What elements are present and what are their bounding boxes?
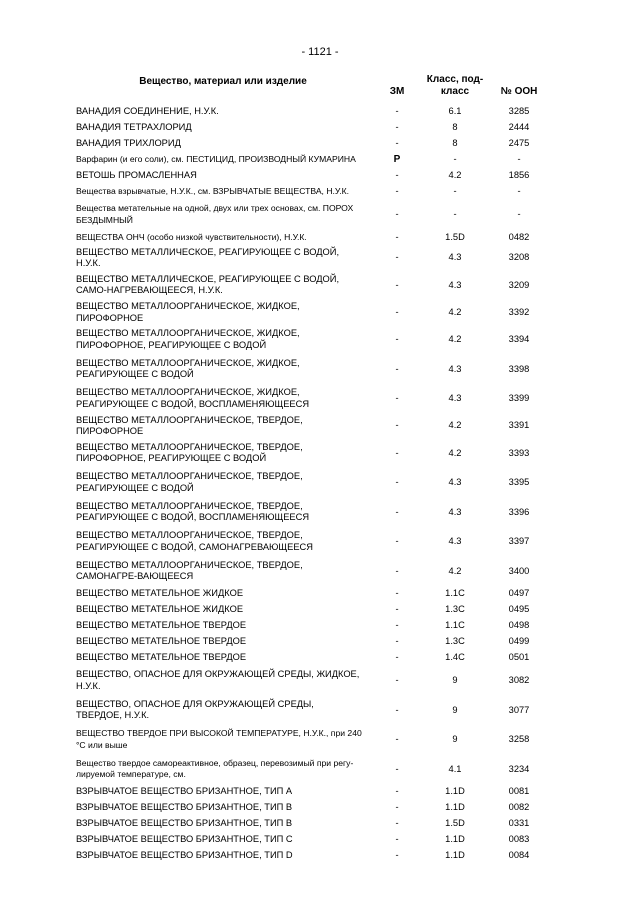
header-un-number: № ООН <box>500 86 538 97</box>
cell-name: ВЕЩЕСТВО МЕТАЛЛИЧЕСКОЕ, РЕАГИРУЮЩЕЕ С ВОДОЙ, САМО-НАГРЕВАЮЩЕЕСЯ, Н.У.К. <box>76 273 340 296</box>
cell-name: ВЕЩЕСТВО МЕТАЛЛООРГАНИЧЕСКОЕ, ЖИДКОЕ, РЕАГИРУЮЩЕЕ С ВОДОЙ, ВОСПЛАМЕНЯЮЩЕЕСЯ <box>76 387 310 409</box>
table-row <box>76 152 552 168</box>
cell-zm: - <box>395 652 399 663</box>
cell-un-number: 1856 <box>508 170 530 181</box>
cell-zm: - <box>395 818 399 829</box>
cell-name: ВЕЩЕСТВО, ОПАСНОЕ ДЛЯ ОКРУЖАЮЩЕЙ СРЕДЫ, ТВЕРДОЕ, Н.У.К. <box>76 698 314 721</box>
cell-class: 4.2 <box>448 447 462 458</box>
table-row <box>76 666 552 696</box>
cell-name: ВЕЩЕСТВО МЕТАЛЛООРГАНИЧЕСКОЕ, ТВЕРДОЕ, САМОНАГРЕ-ВАЮЩЕЕСЯ <box>76 559 303 582</box>
cell-un-number: 3397 <box>508 536 530 546</box>
cell-un-number: 0497 <box>508 588 530 599</box>
cell-name: ВЗРЫВЧАТОЕ ВЕЩЕСТВО БРИЗАНТНОЕ, ТИП C <box>76 834 293 845</box>
cell-name: Вещества взрывчатые, Н.У.К., см. ВЗРЫВЧАТЫЕ ВЕЩЕСТВА, Н.У.К. <box>76 186 350 197</box>
cell-zm: - <box>395 306 399 317</box>
table-row <box>76 120 552 136</box>
cell-un-number: 3077 <box>508 704 530 715</box>
cell-name: ВЕЩЕСТВО МЕТАТЕЛЬНОЕ ТВЕРДОЕ <box>76 636 247 647</box>
table-row <box>76 325 552 355</box>
cell-name: ВАНАДИЯ ТЕТРАХЛОРИД <box>76 122 192 133</box>
table-row <box>76 168 552 184</box>
table-row <box>76 384 552 414</box>
table-row <box>76 300 552 325</box>
table-row <box>76 414 552 439</box>
cell-un-number: 2475 <box>508 138 530 149</box>
table-row <box>76 832 552 848</box>
cell-un-number: 3394 <box>508 334 530 344</box>
cell-class: 9 <box>452 734 458 744</box>
cell-class: 4.3 <box>448 506 462 517</box>
cell-class: 9 <box>452 704 458 715</box>
cell-class: 4.3 <box>448 279 462 290</box>
cell-un-number: 3234 <box>508 763 530 774</box>
cell-class: 4.3 <box>448 536 462 546</box>
cell-name: ВЕЩЕСТВО МЕТАЛЛООРГАНИЧЕСКОЕ, ЖИДКОЕ, РЕАГИРУЮЩЕЕ С ВОДОЙ <box>76 357 300 380</box>
table-row <box>76 755 552 785</box>
cell-zm: - <box>395 279 399 290</box>
cell-zm: - <box>395 802 399 813</box>
table-row <box>76 104 552 120</box>
cell-class: 4.3 <box>448 363 462 374</box>
cell-un-number: 3392 <box>508 306 530 317</box>
cell-zm: - <box>395 447 399 458</box>
cell-class: 4.2 <box>448 306 462 317</box>
cell-un-number: 2444 <box>508 122 530 133</box>
cell-name: ВЕЩЕСТВО МЕТАЛЛООРГАНИЧЕСКОЕ, ТВЕРДОЕ, РЕАГИРУЮЩЕЕ С ВОДОЙ, САМОНАГРЕВАЮЩЕЕСЯ <box>76 530 313 552</box>
cell-name: Варфарин (и его соли), см. ПЕСТИЦИД, ПРОИЗВОДНЫЙ КУМАРИНА <box>76 154 356 165</box>
table-row <box>76 439 552 469</box>
cell-name: Вещества метательные на одной, двух или трех основах, см. ПОРОХ БЕЗДЫМНЫЙ <box>76 203 354 225</box>
table-row <box>76 586 552 602</box>
table-row <box>76 468 552 498</box>
cell-zm: - <box>395 588 399 599</box>
cell-name: ВЕЩЕСТВО МЕТАЛЛООРГАНИЧЕСКОЕ, ЖИДКОЕ, ПИРОФОРНОЕ <box>76 301 300 323</box>
header-zm: ЗМ <box>389 86 405 97</box>
cell-class: 1.1D <box>445 834 465 845</box>
cell-un-number: - <box>517 154 521 165</box>
cell-class: 4.3 <box>448 393 462 403</box>
cell-zm: - <box>395 477 399 487</box>
table-row <box>76 725 552 755</box>
cell-class: 1.1D <box>445 786 465 797</box>
cell-un-number: 3258 <box>508 734 530 744</box>
cell-name: ВЗРЫВЧАТОЕ ВЕЩЕСТВО БРИЗАНТНОЕ, ТИП B <box>76 818 293 829</box>
cell-un-number: 3082 <box>508 675 530 685</box>
table-row <box>76 650 552 666</box>
cell-un-number: 3208 <box>508 252 530 263</box>
cell-name: ВЕЩЕСТВО МЕТАЛЛООРГАНИЧЕСКОЕ, ТВЕРДОЕ, РЕАГИРУЮЩЕЕ С ВОДОЙ <box>76 471 303 493</box>
cell-name: ВЕЩЕСТВО МЕТАТЕЛЬНОЕ ТВЕРДОЕ <box>76 652 247 663</box>
cell-un-number: 0501 <box>508 652 530 663</box>
table-row <box>76 634 552 650</box>
cell-un-number: 3393 <box>508 447 530 458</box>
cell-un-number: 0499 <box>508 636 530 647</box>
cell-zm: - <box>395 565 399 576</box>
table-row <box>76 136 552 152</box>
cell-zm: - <box>395 186 399 197</box>
cell-zm: - <box>395 763 399 774</box>
cell-class: 4.1 <box>448 763 462 774</box>
table-row <box>76 557 552 587</box>
cell-zm: P <box>393 154 401 166</box>
cell-name: ВЗРЫВЧАТОЕ ВЕЩЕСТВО БРИЗАНТНОЕ, ТИП A <box>76 786 293 797</box>
cell-un-number: 3398 <box>508 363 530 374</box>
cell-zm: - <box>395 506 399 517</box>
cell-un-number: 0482 <box>508 231 530 242</box>
cell-name: ВЕЩЕСТВО МЕТАЛЛООРГАНИЧЕСКОЕ, ТВЕРДОЕ, ПИРОФОРНОЕ <box>76 414 303 436</box>
cell-un-number: 3209 <box>508 279 530 290</box>
cell-zm: - <box>395 620 399 631</box>
cell-class: 4.3 <box>448 252 462 263</box>
cell-zm: - <box>395 106 399 117</box>
table-row <box>76 618 552 634</box>
cell-class: 4.2 <box>448 565 462 576</box>
table-row <box>76 355 552 385</box>
cell-zm: - <box>395 122 399 133</box>
cell-class: 4.2 <box>448 170 462 181</box>
header-class: Класс, под- класс <box>426 74 484 97</box>
cell-un-number: 0084 <box>508 850 530 861</box>
cell-name: ВАНАДИЯ ТРИХЛОРИД <box>76 138 181 149</box>
cell-class: 1.3C <box>445 636 465 647</box>
cell-name: ВЕЩЕСТВО МЕТАЛЛООРГАНИЧЕСКОЕ, ТВЕРДОЕ, ПИРОФОРНОЕ, РЕАГИРУЮЩЕЕ С ВОДОЙ <box>76 441 303 464</box>
cell-name: ВЕЩЕСТВО МЕТАЛЛООРГАНИЧЕСКОЕ, ТВЕРДОЕ, РЕАГИРУЮЩЕЕ С ВОДОЙ, ВОСПЛАМЕНЯЮЩЕЕСЯ <box>76 500 310 523</box>
cell-zm: - <box>395 170 399 181</box>
cell-zm: - <box>395 850 399 861</box>
cell-zm: - <box>395 138 399 149</box>
cell-zm: - <box>395 604 399 615</box>
table-row <box>76 184 552 200</box>
cell-name: ВЕЩЕСТВО ТВЕРДОЕ ПРИ ВЫСОКОЙ ТЕМПЕРАТУРЕ, Н.У.К., при 240 °C или выше <box>76 728 362 750</box>
cell-zm: - <box>395 536 399 546</box>
cell-zm: - <box>395 363 399 374</box>
cell-name: ВЕЩЕСТВО МЕТАТЕЛЬНОЕ ЖИДКОЕ <box>76 588 244 599</box>
table-row <box>76 498 552 528</box>
cell-un-number: 3399 <box>508 393 530 403</box>
cell-class: 9 <box>452 675 458 685</box>
cell-un-number: 3391 <box>508 420 530 431</box>
table-row <box>76 816 552 832</box>
cell-class: 8 <box>452 138 458 149</box>
cell-zm: - <box>395 231 399 242</box>
cell-name: ВЕТОШЬ ПРОМАСЛЕННАЯ <box>76 170 197 181</box>
cell-name: ВЕЩЕСТВО МЕТАЛЛООРГАНИЧЕСКОЕ, ЖИДКОЕ, ПИРОФОРНОЕ, РЕАГИРУЮЩЕЕ С ВОДОЙ <box>76 328 300 350</box>
cell-zm: - <box>395 834 399 845</box>
cell-zm: - <box>395 209 399 219</box>
table-row <box>76 784 552 800</box>
cell-name: ВАНАДИЯ СОЕДИНЕНИЕ, Н.У.К. <box>76 106 219 117</box>
header-name: Вещество, материал или изделие <box>139 76 307 87</box>
cell-un-number: 0083 <box>508 834 530 845</box>
cell-zm: - <box>395 420 399 431</box>
cell-class: - <box>453 209 457 219</box>
cell-class: - <box>453 186 457 197</box>
cell-un-number: 3395 <box>508 477 530 487</box>
table-row <box>76 246 552 271</box>
cell-class: 1.4C <box>445 652 465 663</box>
cell-class: 1.1C <box>445 588 465 599</box>
table-row <box>76 230 552 246</box>
cell-name: ВЕЩЕСТВА ОНЧ (особо низкой чувствительности), Н.У.К. <box>76 231 307 242</box>
table-row <box>76 527 552 557</box>
cell-class: 1.5D <box>445 818 465 829</box>
cell-un-number: 3400 <box>508 565 530 576</box>
table-row <box>76 271 552 301</box>
substances-table <box>76 74 552 864</box>
cell-class: 6.1 <box>448 106 462 117</box>
cell-un-number: 0498 <box>508 620 530 631</box>
cell-un-number: 0495 <box>508 604 530 615</box>
cell-zm: - <box>395 786 399 797</box>
table-row <box>76 848 552 864</box>
cell-zm: - <box>395 334 399 344</box>
cell-un-number: - <box>517 186 521 197</box>
cell-name: ВЕЩЕСТВО МЕТАТЕЛЬНОЕ ЖИДКОЕ <box>76 604 244 615</box>
cell-class: 1.1D <box>445 850 465 861</box>
cell-zm: - <box>395 393 399 403</box>
cell-zm: - <box>395 675 399 685</box>
cell-class: 8 <box>452 122 458 133</box>
cell-class: 4.2 <box>448 334 462 344</box>
cell-name: ВЗРЫВЧАТОЕ ВЕЩЕСТВО БРИЗАНТНОЕ, ТИП D <box>76 850 293 861</box>
page-number: - 1121 - <box>301 46 339 58</box>
cell-class: 4.3 <box>448 477 462 487</box>
cell-zm: - <box>395 636 399 647</box>
cell-un-number: - <box>517 209 521 219</box>
cell-name: ВЕЩЕСТВО, ОПАСНОЕ ДЛЯ ОКРУЖАЮЩЕЙ СРЕДЫ, ЖИДКОЕ, Н.У.К. <box>76 669 360 691</box>
cell-name: ВЕЩЕСТВО МЕТАЛЛИЧЕСКОЕ, РЕАГИРУЮЩЕЕ С ВОДОЙ, Н.У.К. <box>76 246 340 268</box>
table-row <box>76 800 552 816</box>
table-header-row <box>76 74 552 104</box>
cell-class: - <box>453 154 457 165</box>
table-row <box>76 602 552 618</box>
cell-un-number: 3285 <box>508 106 530 117</box>
cell-un-number: 0081 <box>508 786 530 797</box>
cell-un-number: 0082 <box>508 802 530 813</box>
table-row <box>76 696 552 726</box>
cell-name: ВЕЩЕСТВО МЕТАТЕЛЬНОЕ ТВЕРДОЕ <box>76 620 247 631</box>
cell-class: 1.1C <box>445 620 465 631</box>
cell-class: 4.2 <box>448 420 462 431</box>
cell-un-number: 0331 <box>508 818 530 829</box>
cell-class: 1.5D <box>445 231 465 242</box>
table-row <box>76 200 552 230</box>
cell-name: ВЗРЫВЧАТОЕ ВЕЩЕСТВО БРИЗАНТНОЕ, ТИП B <box>76 802 293 813</box>
cell-name: Вещество твердое самореактивное, образец, перевозимый при регу-лируемой температуре, см. <box>76 757 354 780</box>
cell-class: 1.3C <box>445 604 465 615</box>
cell-un-number: 3396 <box>508 506 530 517</box>
cell-zm: - <box>395 252 399 263</box>
cell-class: 1.1D <box>445 802 465 813</box>
cell-zm: - <box>395 734 399 744</box>
cell-zm: - <box>395 704 399 715</box>
